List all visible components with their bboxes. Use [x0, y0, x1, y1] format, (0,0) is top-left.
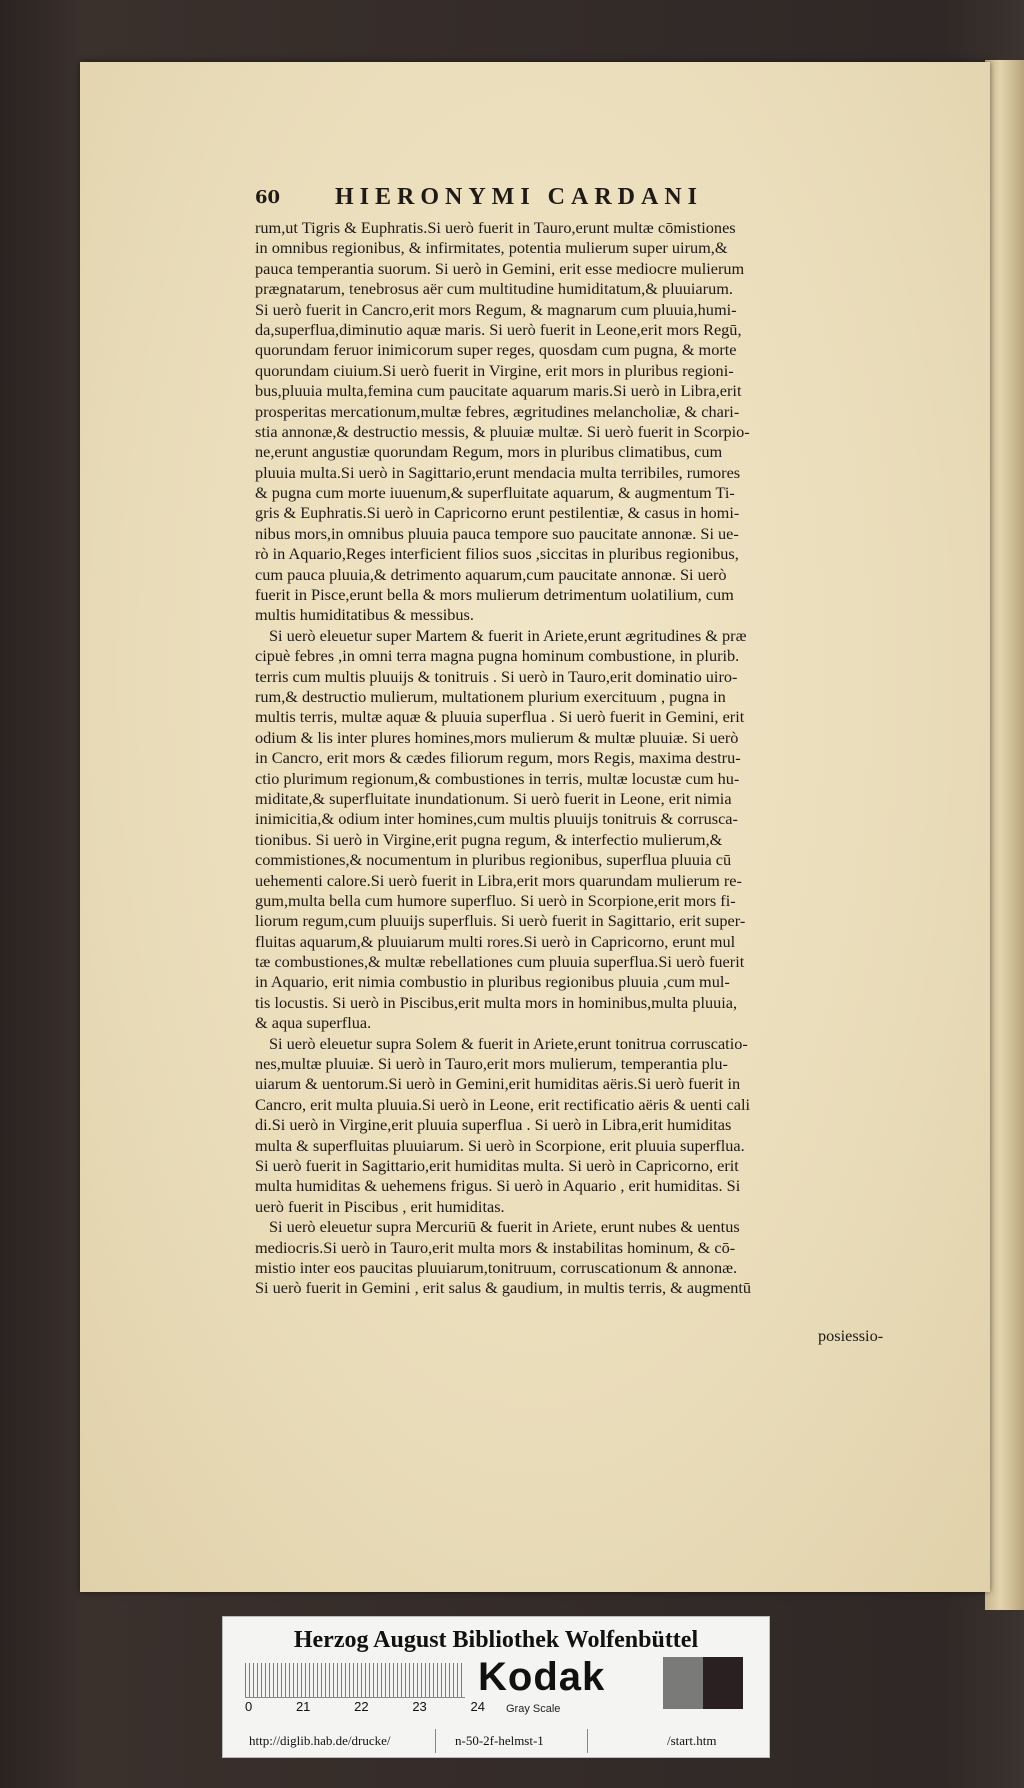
text-line: pauca temperantia suorum. Si uerò in Gemini, erit esse mediocre mulierum — [255, 258, 745, 278]
ruler-scale — [245, 1663, 465, 1698]
kodak-logo: Kodak — [478, 1655, 606, 1699]
page-number: 60 — [255, 186, 281, 208]
text-line: multa humiditas & uehemens frigus. Si uerò in Aquario , erit humiditas. Si — [255, 1176, 741, 1196]
text-line: Si uerò fuerit in Gemini , erit salus & gaudium, in multis terris, & augmentū — [255, 1278, 752, 1298]
text-line: Si uerò fuerit in Sagittario,erit humiditas multa. Si uerò in Capricorno, erit — [255, 1155, 739, 1175]
text-line: nes,multæ pluuiæ. Si uerò in Tauro,erit mors mulierum, temperantia plu- — [255, 1054, 728, 1074]
text-line: stia annonæ,& destructio messis, & pluuiæ multæ. Si uerò fuerit in Scorpio- — [255, 421, 750, 441]
text-line: in Aquario, erit nimia combustio in pluribus regionibus pluuia ,cum mul- — [255, 972, 730, 992]
text-line: terris cum multis pluuijs & tonitruis . Si uerò in Tauro,erit dominatio uiro- — [255, 666, 738, 686]
text-line: rum,ut Tigris & Euphratis.Si uerò fuerit in Tauro,erunt multæ cōmistiones — [255, 218, 736, 237]
text-line: rò in Aquario,Reges interficient filios suos ,siccitas in pluribus regionibus, — [255, 544, 739, 564]
url-suffix: /start.htm — [667, 1733, 717, 1748]
text-line: tionibus. Si uerò in Virgine,erit pugna regum, & interfectio mulierum,& — [255, 829, 723, 849]
calibration-strip — [222, 1616, 770, 1758]
text-line: miditate,& superfluitate inundationum. Si uerò fuerit in Leone, erit nimia — [255, 788, 732, 808]
text-line: odium & lis inter plures homines,mors mulierum & multæ pluuiæ. Si uerò — [255, 727, 739, 747]
text-line: pluuia multa.Si uerò in Sagittario,erunt mendacia multa terribiles, rumores — [255, 462, 741, 482]
text-line: quorundam ciuium.Si uerò fuerit in Virgine, erit mors in pluribus regioni- — [255, 360, 734, 380]
url-id: n-50-2f-helmst-1 — [455, 1733, 544, 1748]
text-line: prægnatarum, tenebrosus aër cum multitudine humiditatum,& pluuiarum. — [255, 279, 733, 299]
running-title: HIERONYMI CARDANI — [335, 183, 704, 210]
text-line: Si uerò fuerit in Cancro,erit mors Regum, & magnarum cum pluuia,humi- — [255, 299, 737, 319]
text-line: ctio plurimum regionum,& combustiones in terris, multæ locustæ cum hu- — [255, 768, 740, 788]
text-line: tis locustis. Si uerò in Piscibus,erit multa mors in hominibus,multa pluuia, — [255, 992, 738, 1012]
text-line: bus,pluuia multa,femina cum paucitate aquarum maris.Si uerò in Libra,erit — [255, 381, 742, 401]
text-line: & aqua superflua. — [255, 1013, 372, 1033]
text-line: gum,multa bella cum humore superfluo. Si uerò in Scorpione,erit mors fi- — [255, 890, 736, 910]
catchword: posiessio- — [818, 1326, 884, 1345]
dark-patch — [703, 1657, 743, 1709]
text-line: Cancro, erit multa pluuia.Si uerò in Leone, erit rectificatio aëris & uenti cali — [255, 1094, 751, 1114]
facing-page-edge — [985, 60, 1024, 1610]
page-header — [255, 180, 815, 214]
text-line: commistiones,& nocumentum in pluribus regionibus, superflua pluuia cū — [255, 850, 732, 870]
text-line: multis terris, multæ aquæ & pluuia superflua . Si uerò fuerit in Gemini, erit — [255, 707, 745, 727]
url-base: http://diglib.hab.de/drucke/ — [249, 1733, 391, 1748]
url-separator — [587, 1729, 588, 1753]
text-line: inimicitia,& odium inter homines,cum multis pluuijs tonitruis & corrusca- — [255, 809, 738, 829]
body-text — [255, 218, 895, 1299]
text-line: mediocris.Si uerò in Tauro,erit multa mors & instabilitas hominum, & cō- — [255, 1237, 736, 1257]
text-line: Si uerò eleuetur supra Mercuriū & fuerit in Ariete, erunt nubes & uentus — [269, 1217, 740, 1237]
text-line: cum pauca pluuia,& detrimento aquarum,cum paucitate annonæ. Si uerò — [255, 564, 727, 584]
text-line: gris & Euphratis.Si uerò in Capricorno erunt pestilentiæ, & casus in homi- — [255, 503, 740, 523]
text-line: tæ combustiones,& multæ rebellationes cum pluuia superflua.Si uerò fuerit — [255, 952, 745, 972]
text-line: in omnibus regionibus, & infirmitates, potentia mulierum super uirum,& — [255, 238, 728, 258]
url-row — [223, 1729, 769, 1753]
text-line: multa & superfluitas pluuiarum. Si uerò in Scorpione, erit pluuia superflua. — [255, 1135, 745, 1155]
gray-patch — [663, 1657, 703, 1709]
text-line: uehementi calore.Si uerò fuerit in Libra,erit mors quarundam mulierum re- — [255, 870, 742, 890]
text-line: nibus mors,in omnibus pluuia pauca tempore suo paucitate annonæ. Si ue- — [255, 523, 739, 543]
library-name: Herzog August Bibliothek Wolfenbüttel — [293, 1627, 699, 1653]
ruler-number: 24 — [470, 1699, 485, 1714]
text-line: & pugna cum morte iuuenum,& superfluitate aquarum, & augmentum Ti- — [255, 483, 735, 503]
ruler-number: 22 — [354, 1699, 369, 1714]
text-line: rum,& destructio mulierum, multationem plurium exercituum , pugna in — [255, 686, 726, 706]
text-line: Si uerò eleuetur supra Solem & fuerit in Ariete,erunt tonitrua corruscatio- — [269, 1033, 748, 1053]
ruler-numbers — [245, 1699, 485, 1714]
text-line: ne,erunt angustiæ quorundam Regum, mors in pluribus climatibus, cum — [255, 442, 723, 462]
text-line: in Cancro, erit mors & cædes filiorum regum, mors Regis, maxima destru- — [255, 748, 741, 768]
text-line: liorum regum,cum pluuijs superfluis. Si uerò fuerit in Sagittario, erit super- — [255, 911, 746, 931]
text-line: mistio inter eos paucitas pluuiarum,tonitruum, corruscationum & annonæ. — [255, 1257, 738, 1277]
ruler-number: 21 — [295, 1699, 311, 1714]
text-line: uiarum & uentorum.Si uerò in Gemini,erit humiditas aëris.Si uerò fuerit in — [255, 1074, 741, 1094]
ruler-number: 0 — [245, 1699, 253, 1714]
text-line: di.Si uerò in Virgine,erit pluuia superflua . Si uerò in Libra,erit humiditas — [255, 1115, 732, 1135]
ruler-number: 23 — [412, 1699, 427, 1714]
text-line: prosperitas mercationum,multæ febres, ægritudines melancholiæ, & chari- — [255, 401, 740, 421]
text-line: cipuè febres ,in omni terra magna pugna hominum combustione, in plurib. — [255, 646, 740, 666]
text-line: Si uerò eleuetur super Martem & fuerit in Ariete,erunt ægritudines & præ — [269, 625, 747, 645]
text-line: da,superflua,diminutio aquæ maris. Si uerò fuerit in Leone,erit mors Regū, — [255, 319, 742, 339]
text-line: uerò fuerit in Piscibus , erit humiditas. — [255, 1196, 505, 1216]
text-line: fluitas aquarum,& pluuiarum multi rores.Si uerò in Capricorno, erunt mul — [255, 931, 736, 951]
url-separator — [435, 1729, 436, 1753]
gray-scale-label: Gray Scale — [506, 1703, 561, 1715]
text-line: quorundam feruor inimicorum super reges, quosdam cum pugna, & morte — [255, 340, 737, 360]
text-line: fuerit in Pisce,erunt bella & mors mulierum detrimentum uolatilium, cum — [255, 585, 734, 605]
text-line: multis humiditatibus & messibus. — [255, 605, 474, 625]
